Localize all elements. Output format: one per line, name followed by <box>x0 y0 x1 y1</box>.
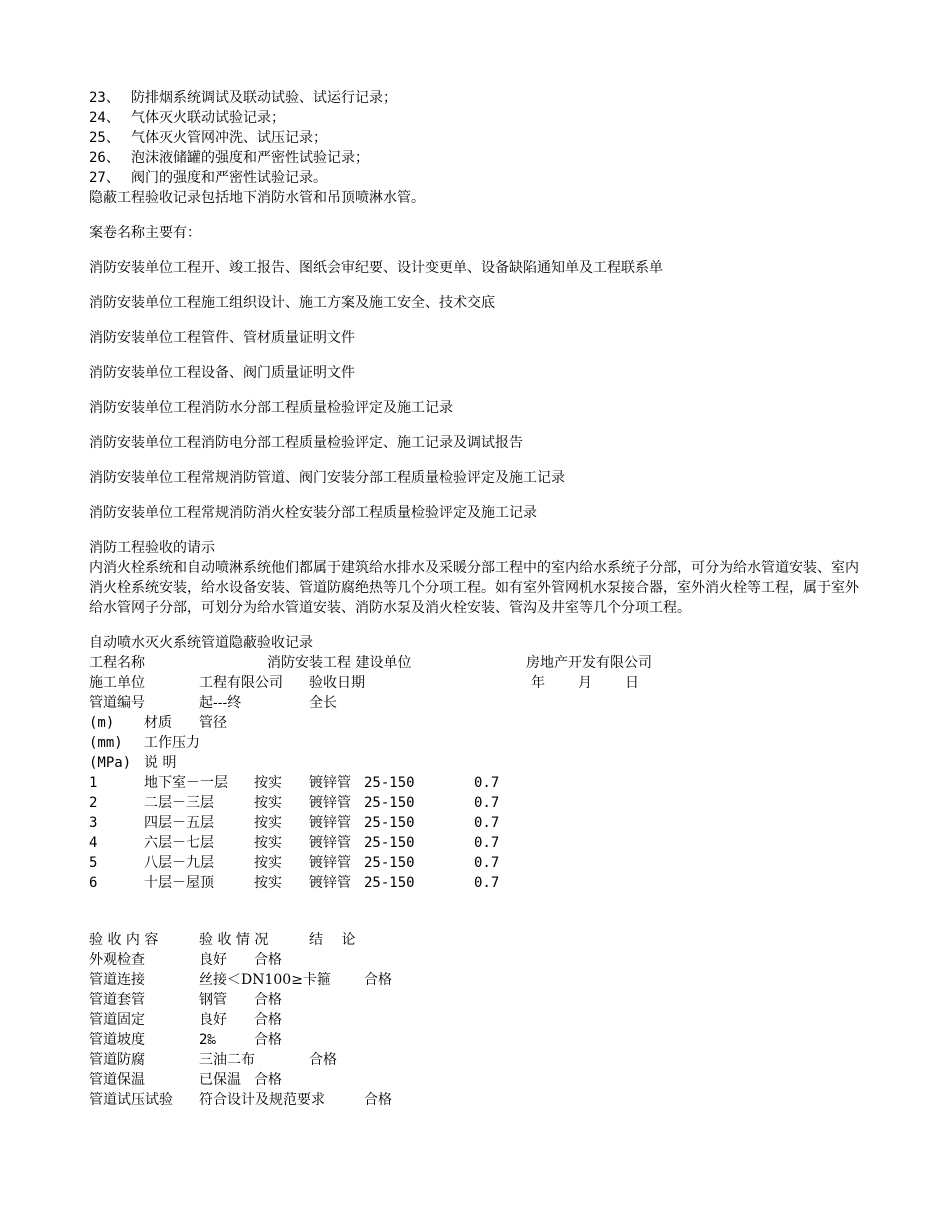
hidden-works-note: 隐蔽工程验收记录包括地下消防水管和吊顶喷淋水管。 <box>89 190 425 206</box>
record-unit-row: (MPa) 说 明 <box>89 755 177 771</box>
record-unit-row: (m) 材质 管径 <box>89 715 227 731</box>
archive-item: 消防安装单位工程常规消防消火栓安装分部工程质量检验评定及施工记录 <box>89 505 537 521</box>
table-row: 3 四层－五层 按实 镀锌管 25-150 0.7 <box>89 815 500 831</box>
table-row: 2 二层－三层 按实 镀锌管 25-150 0.7 <box>89 795 500 811</box>
archive-item: 消防安装单位工程施工组织设计、施工方案及施工安全、技术交底 <box>89 295 495 311</box>
list-item: 23、 防排烟系统调试及联动试验、试运行记录； <box>89 90 397 106</box>
list-item: 26、 泡沫液储罐的强度和严密性试验记录； <box>89 150 369 166</box>
numbered-list <box>89 88 859 188</box>
table-row: 管道固定 良好 合格 <box>89 1012 282 1028</box>
table-row: 5 八层－九层 按实 镀锌管 25-150 0.7 <box>89 855 500 871</box>
list-item: 25、 气体灭火管网冲洗、试压记录； <box>89 130 327 146</box>
archive-item: 消防安装单位工程管件、管材质量证明文件 <box>89 330 355 346</box>
pipe-table <box>89 773 859 893</box>
table-row: 管道连接 丝接＜DN100≥卡箍 合格 <box>89 972 392 988</box>
inspection-table <box>89 930 859 1110</box>
table-row: 6 十层－屋顶 按实 镀锌管 25-150 0.7 <box>89 875 500 891</box>
request-body: 内消火栓系统和自动喷淋系统他们都属于建筑给水排水及采暖分部工程中的室内给水系统子分部，可分为给水管道安装、室内消火栓系统安装，给水设备安装、管道防腐绝热等几个分项工程。如有室外管网机水泵接合器，室外消火栓等工程，属于室外给水管网子分部，可划分为给水管道安装、消防水泵及消火栓安装、管沟及井室等几个分项工程。 <box>89 560 859 616</box>
archive-item: 消防安装单位工程消防电分部工程质量检验评定、施工记录及调试报告 <box>89 435 523 451</box>
record-unit-row: (mm) 工作压力 <box>89 735 200 751</box>
table-row: 1 地下室－一层 按实 镀锌管 25-150 0.7 <box>89 775 500 791</box>
record-title: 自动喷水灭火系统管道隐蔽验收记录 <box>89 635 313 651</box>
table-row: 管道保温 已保温 合格 <box>89 1072 282 1088</box>
archive-item: 消防安装单位工程常规消防管道、阀门安装分部工程质量检验评定及施工记录 <box>89 470 565 486</box>
record-pipe-header-row: 管道编号 起---终 全长 <box>89 695 337 711</box>
inspection-header-row: 验 收 内 容 验 收 情 况 结 论 <box>89 932 356 948</box>
table-row: 外观检查 良好 合格 <box>89 952 282 968</box>
table-row: 4 六层－七层 按实 镀锌管 25-150 0.7 <box>89 835 500 851</box>
table-row: 管道坡度 2‰ 合格 <box>89 1032 282 1048</box>
table-row: 管道防腐 三油二布 合格 <box>89 1052 337 1068</box>
archive-heading: 案卷名称主要有： <box>89 225 201 241</box>
list-item: 27、 阀门的强度和严密性试验记录。 <box>89 170 327 186</box>
request-title: 消防工程验收的请示 <box>89 540 215 556</box>
archive-item: 消防安装单位工程设备、阀门质量证明文件 <box>89 365 355 381</box>
table-row: 管道试压试验 符合设计及规范要求 合格 <box>89 1092 392 1108</box>
record-contractor-row: 施工单位 工程有限公司 验收日期 年 月 日 <box>89 675 639 691</box>
document-page <box>89 88 859 1110</box>
archive-item: 消防安装单位工程消防水分部工程质量检验评定及施工记录 <box>89 400 453 416</box>
record-project-row: 工程名称 消防安装工程 建设单位 房地产开发有限公司 <box>89 655 652 671</box>
table-row: 管道套管 钢管 合格 <box>89 992 282 1008</box>
archive-item: 消防安装单位工程开、竣工报告、图纸会审纪要、设计变更单、设备缺陷通知单及工程联系单 <box>89 260 663 276</box>
list-item: 24、 气体灭火联动试验记录； <box>89 110 285 126</box>
